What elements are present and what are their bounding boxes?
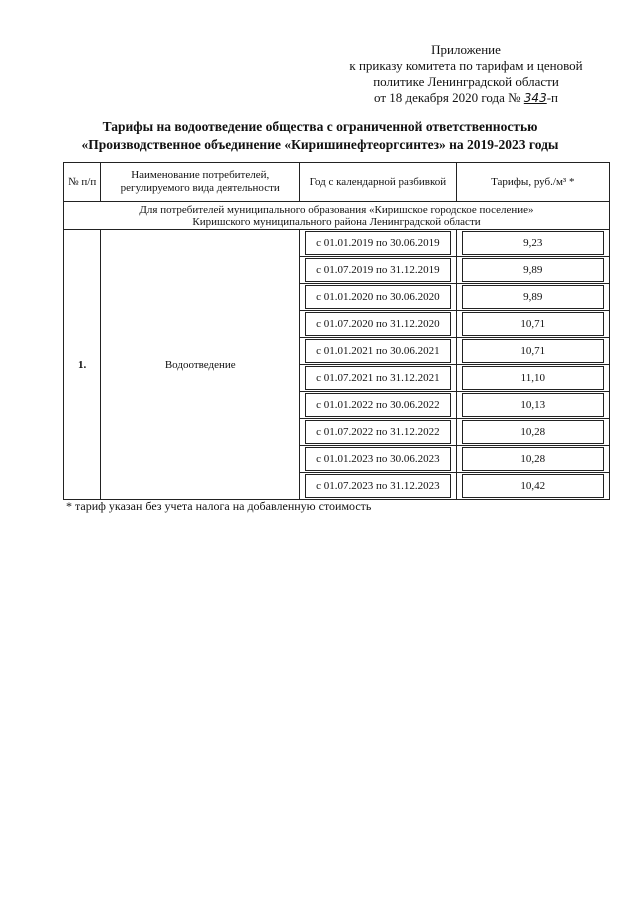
appendix-order-line: к приказу комитета по тарифам и ценовой (349, 58, 583, 73)
table-row (64, 230, 610, 257)
tariff-cell (456, 311, 609, 338)
period-cell (300, 284, 456, 311)
period-cell (300, 419, 456, 446)
period-cell (300, 392, 456, 419)
period-value: с 01.01.2020 по 30.06.2020 (305, 285, 450, 309)
footnote: * тариф указан без учета налога на добавленную стоимость (66, 499, 372, 513)
handwritten-order-number: 343 (523, 91, 547, 105)
tariff-cell (456, 446, 609, 473)
period-cell (300, 365, 456, 392)
period-cell (300, 446, 456, 473)
tariff-value: 10,71 (462, 312, 604, 336)
period-cell (300, 311, 456, 338)
group-row (64, 202, 610, 230)
period-cell (300, 230, 456, 257)
period-value: с 01.01.2022 по 30.06.2022 (305, 393, 450, 417)
appendix-date-prefix: от 18 декабря 2020 года № (373, 90, 521, 105)
tariff-value: 9,23 (462, 231, 604, 255)
period-value: с 01.01.2023 по 30.06.2023 (305, 447, 450, 471)
period-cell (300, 257, 456, 284)
group-label-line-1: Для потребителей муниципального образования «Киришское городское поселение» (139, 203, 534, 216)
tariff-value: 9,89 (462, 285, 604, 309)
period-cell (300, 473, 456, 500)
tariff-value: 10,28 (462, 447, 604, 471)
header-name: Наименование потребителей, регулируемого вида деятельности (101, 163, 300, 202)
header-tariff: Тарифы, руб./м³ * (456, 163, 609, 202)
tariff-value: 10,28 (462, 420, 604, 444)
tariff-cell (456, 392, 609, 419)
period-value: с 01.07.2020 по 31.12.2020 (305, 312, 450, 336)
tariff-value: 10,71 (462, 339, 604, 363)
document-title (40, 118, 600, 154)
table-header-row (64, 163, 610, 202)
appendix-date-suffix: -п (546, 90, 558, 105)
tariff-value: 10,13 (462, 393, 604, 417)
tariff-cell (456, 419, 609, 446)
period-value: с 01.07.2021 по 31.12.2021 (305, 366, 450, 390)
tariff-value: 9,89 (462, 258, 604, 282)
row-number: 1. (64, 230, 101, 500)
period-value: с 01.07.2023 по 31.12.2023 (305, 474, 450, 498)
tariff-value: 10,42 (462, 474, 604, 498)
tariff-cell (456, 365, 609, 392)
period-cell (300, 338, 456, 365)
group-label-line-2: Киришского муниципального района Ленинградской области (192, 215, 481, 228)
period-value: с 01.07.2019 по 31.12.2019 (305, 258, 450, 282)
header-period: Год с календарной разбивкой (300, 163, 456, 202)
service-name: Водоотведение (101, 230, 300, 500)
group-label (64, 202, 610, 230)
appendix-committee-line: политике Ленинградской области (373, 74, 559, 89)
tariff-cell (456, 473, 609, 500)
title-line-1: Тарифы на водоотведение общества с ограниченной ответственностью (102, 119, 538, 134)
appendix-header (326, 42, 606, 106)
period-value: с 01.01.2019 по 30.06.2019 (305, 231, 450, 255)
appendix-label: Приложение (431, 42, 501, 57)
tariff-cell (456, 257, 609, 284)
header-number: № п/п (64, 163, 101, 202)
title-line-2: «Производственное объединение «Киришинефтеоргсинтез» на 2019-2023 годы (81, 137, 559, 152)
period-value: с 01.07.2022 по 31.12.2022 (305, 420, 450, 444)
tariff-value: 11,10 (462, 366, 604, 390)
period-value: с 01.01.2021 по 30.06.2021 (305, 339, 450, 363)
tariff-table (63, 162, 610, 500)
appendix-date-line (326, 90, 606, 106)
tariff-cell (456, 338, 609, 365)
tariff-cell (456, 230, 609, 257)
tariff-cell (456, 284, 609, 311)
